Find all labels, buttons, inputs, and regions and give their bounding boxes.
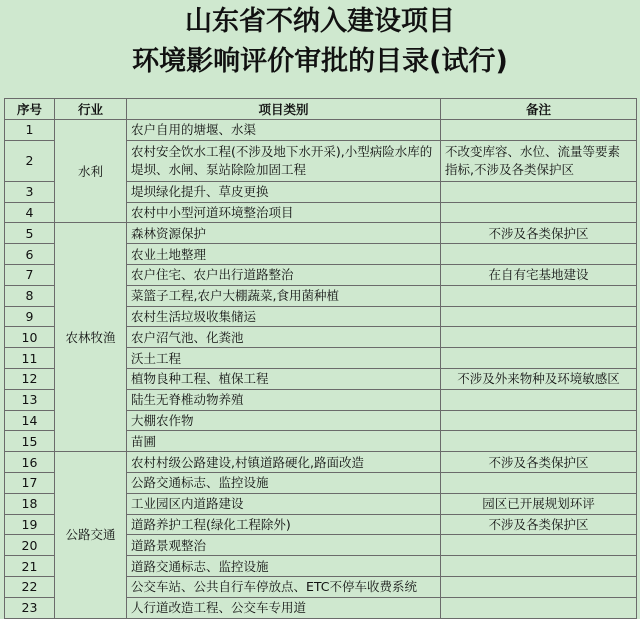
row-item: 道路养护工程(绿化工程除外) [127, 514, 441, 535]
row-no: 14 [5, 410, 55, 431]
row-no: 22 [5, 576, 55, 597]
row-no: 10 [5, 327, 55, 348]
row-no: 17 [5, 472, 55, 493]
row-note [441, 327, 637, 348]
table-row [5, 223, 637, 244]
row-no: 11 [5, 348, 55, 369]
title-line-1: 山东省不纳入建设项目 [185, 6, 455, 37]
row-note: 不改变库容、水位、流量等要素指标,不涉及各类保护区 [441, 140, 637, 181]
row-item: 菜篮子工程,农户大棚蔬菜,食用菌种植 [127, 285, 441, 306]
row-item: 农户住宅、农户出行道路整治 [127, 264, 441, 285]
row-item: 农户自用的塘堰、水渠 [127, 120, 441, 141]
row-item: 森林资源保护 [127, 223, 441, 244]
row-item: 公路交通标志、监控设施 [127, 472, 441, 493]
row-note: 园区已开展规划环评 [441, 493, 637, 514]
row-item: 公交车站、公共自行车停放点、ETC不停车收费系统 [127, 576, 441, 597]
row-no: 1 [5, 120, 55, 141]
row-item: 农村生活垃圾收集储运 [127, 306, 441, 327]
row-no: 15 [5, 431, 55, 452]
row-no: 13 [5, 389, 55, 410]
row-no: 8 [5, 285, 55, 306]
header-no: 序号 [5, 99, 55, 120]
row-no: 18 [5, 493, 55, 514]
row-no: 9 [5, 306, 55, 327]
row-note [441, 576, 637, 597]
table-row [5, 452, 637, 473]
row-no: 12 [5, 368, 55, 389]
row-no: 7 [5, 264, 55, 285]
row-no: 4 [5, 202, 55, 223]
row-note [441, 389, 637, 410]
row-note [441, 202, 637, 223]
row-item: 陆生无脊椎动物养殖 [127, 389, 441, 410]
row-note [441, 597, 637, 618]
row-no: 16 [5, 452, 55, 473]
row-item: 道路交通标志、监控设施 [127, 556, 441, 577]
row-no: 21 [5, 556, 55, 577]
row-no: 6 [5, 244, 55, 265]
row-item: 农业土地整理 [127, 244, 441, 265]
row-note [441, 120, 637, 141]
row-note [441, 244, 637, 265]
row-note: 不涉及各类保护区 [441, 514, 637, 535]
row-no: 3 [5, 181, 55, 202]
row-item: 农户沼气池、化粪池 [127, 327, 441, 348]
row-item: 大棚农作物 [127, 410, 441, 431]
row-note [441, 285, 637, 306]
industry-water: 水利 [55, 120, 127, 223]
row-item: 农村村级公路建设,村镇道路硬化,路面改造 [127, 452, 441, 473]
row-no: 20 [5, 535, 55, 556]
row-note [441, 306, 637, 327]
row-no: 2 [5, 140, 55, 181]
row-note [441, 431, 637, 452]
header-category: 项目类别 [127, 99, 441, 120]
row-item: 农村中小型河道环境整治项目 [127, 202, 441, 223]
row-note: 不涉及各类保护区 [441, 223, 637, 244]
row-note: 不涉及各类保护区 [441, 452, 637, 473]
row-item: 农村安全饮水工程(不涉及地下水开采),小型病险水库的堤坝、水闸、泵站除险加固工程 [127, 140, 441, 181]
table-header-row [5, 99, 637, 120]
header-industry: 行业 [55, 99, 127, 120]
row-item: 堤坝绿化提升、草皮更换 [127, 181, 441, 202]
row-item: 道路景观整治 [127, 535, 441, 556]
row-item: 植物良种工程、植保工程 [127, 368, 441, 389]
row-note [441, 410, 637, 431]
row-item: 工业园区内道路建设 [127, 493, 441, 514]
row-item: 沃土工程 [127, 348, 441, 369]
industry-road: 公路交通 [55, 452, 127, 618]
row-note: 不涉及外来物种及环境敏感区 [441, 368, 637, 389]
row-no: 23 [5, 597, 55, 618]
row-no: 5 [5, 223, 55, 244]
catalog-table [4, 98, 637, 619]
industry-agri: 农林牧渔 [55, 223, 127, 452]
row-item: 苗圃 [127, 431, 441, 452]
title-line-2: 环境影响评价审批的目录(试行) [132, 46, 508, 77]
table-row [5, 120, 637, 141]
row-note [441, 472, 637, 493]
row-note [441, 556, 637, 577]
row-note [441, 535, 637, 556]
row-item: 人行道改造工程、公交车专用道 [127, 597, 441, 618]
row-note: 在自有宅基地建设 [441, 264, 637, 285]
row-note [441, 348, 637, 369]
row-no: 19 [5, 514, 55, 535]
header-note: 备注 [441, 99, 637, 120]
row-note [441, 181, 637, 202]
